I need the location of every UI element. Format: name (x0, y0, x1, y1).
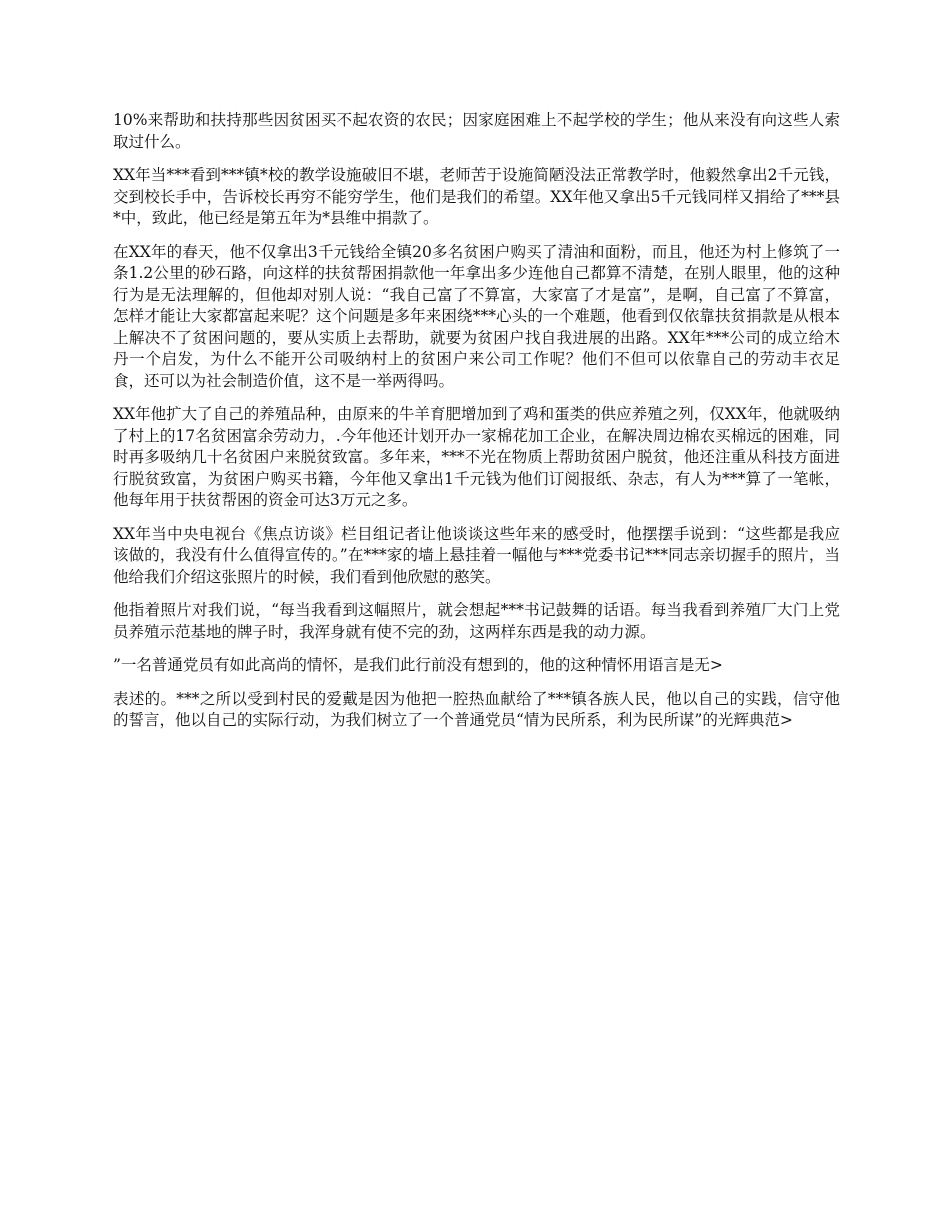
paragraph-3: 在XX年的春天，他不仅拿出3千元钱给全镇20多名贫困户购买了清油和面粉，而且，他还为村上修筑了一条1.2公里的砂石路，向这样的扶贫帮困捐款他一年拿出多少连他自己都算不清楚，在别人眼里，他的这种行为是无法理解的，但他却对别人说：“我自己富了不算富，大家富了才是富”，是啊，自己富了不算富，怎样才能让大家都富起来呢？这个问题是多年来困绕***心头的一个难题，他看到仅依靠扶贫捐款是从根本上解决不了贫困问题的，要从实质上去帮助，就要为贫困户找自我进展的出路。XX年***公司的成立给木丹一个启发，为什么不能开公司吸纳村上的贫困户来公司工作呢？他们不但可以依靠自己的劳动丰衣足食，还可以为社会制造价值，这不是一举两得吗。 (113, 242, 840, 390)
paragraph-6: 他指着照片对我们说，“每当我看到这幅照片，就会想起***书记鼓舞的话语。每当我看到养殖厂大门上党员养殖示范基地的牌子时，我浑身就有使不完的劲，这两样东西是我的动力源。 (113, 601, 840, 641)
paragraph-4: XX年他扩大了自己的养殖品种，由原来的牛羊育肥增加到了鸡和蛋类的供应养殖之列，仅XX年，他就吸纳了村上的17名贫困富余劳动力，.今年他还计划开办一家棉花加工企业，在解决周边棉农买棉远的困难，同时再多吸纳几十名贫困户来脱贫致富。多年来，***不光在物质上帮助贫困户脱贫，他还注重从科技方面进行脱贫致富，为贫困户购买书籍，今年他又拿出1千元钱为他们订阅报纸、杂志，有人为***算了一笔帐，他每年用于扶贫帮困的资金可达3万元之多。 (113, 405, 840, 509)
paragraph-7: ”一名普通党员有如此高尚的情怀，是我们此行前没有想到的，他的这种情怀用语言是无> (113, 656, 723, 674)
document-body (113, 110, 840, 744)
paragraph-2: XX年当***看到***镇*校的教学设施破旧不堪，老师苦于设施简陋没法正常教学时，他毅然拿出2千元钱，交到校长手中，告诉校长再穷不能穷学生，他们是我们的希望。XX年他又拿出5千元钱同样又捐给了***县*中，致此，他已经是第五年为*县维中捐款了。 (113, 166, 840, 227)
paragraph-5: XX年当中央电视台《焦点访谈》栏目组记者让他谈谈这些年来的感受时，他摆摆手说到：“这些都是我应该做的，我没有什么值得宣传的。”在***家的墙上悬挂着一幅他与***党委书记***同志亲切握手的照片，当他给我们介绍这张照片的时候，我们看到他欣慰的憨笑。 (113, 524, 840, 586)
paragraph-1: 10%来帮助和扶持那些因贫困买不起农资的农民；因家庭困难上不起学校的学生；他从来没有向这些人索取过什么。 (113, 111, 840, 151)
paragraph-8: 表述的。***之所以受到村民的爱戴是因为他把一腔热血献给了***镇各族人民，他以自己的实践，信守他的誓言，他以自己的实际行动，为我们树立了一个普通党员“情为民所系，利为民所谋”的光辉典范> (113, 689, 840, 729)
